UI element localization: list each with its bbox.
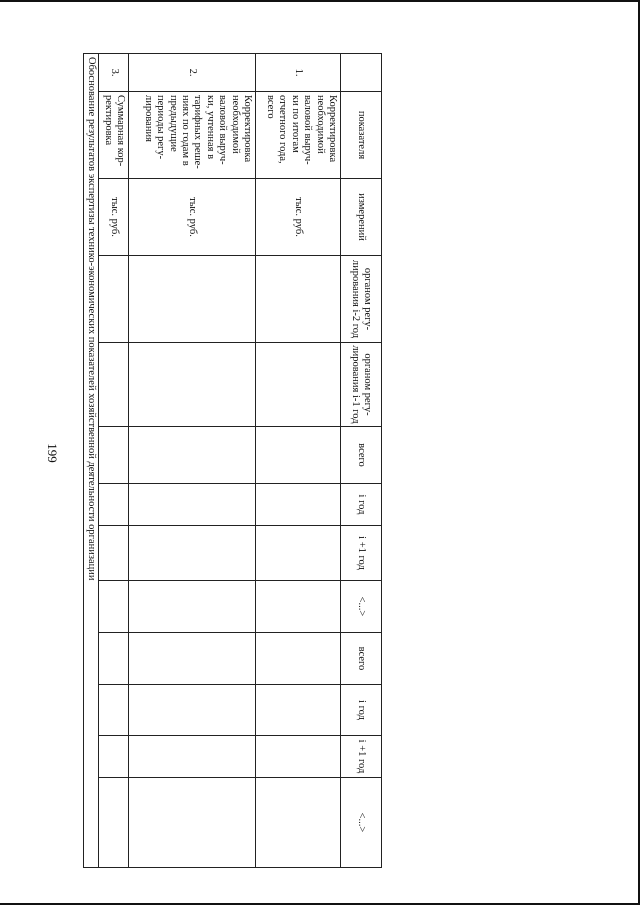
table-row [129,54,256,868]
table-footer-note: Обоснование результатов экспертизы технико-экономических показателей хозяйственной деятельности организации [84,54,99,868]
row-indicator: Корректировка необходимой валовой выруч-ки по итогам отчетного года, всего [256,92,341,179]
cell [99,484,129,526]
row-number: 1. [256,54,341,92]
cell [129,427,256,484]
cell [256,685,341,736]
row-unit: тыс. руб. [129,179,256,256]
cell [99,526,129,581]
row-unit: тыс. руб. [256,179,341,256]
cell [99,778,129,868]
cell [256,343,341,427]
row-number: 3. [99,54,129,92]
cell [129,736,256,778]
cell [99,427,129,484]
cell [99,736,129,778]
correction-table [83,53,382,868]
cell [99,581,129,633]
header-year-i-plus-1-2: i +1 год [341,736,382,778]
cell [256,633,341,685]
header-indicator: показателя [341,92,382,179]
cell [129,526,256,581]
cell [256,484,341,526]
header-total-2: всего [341,633,382,685]
cell [99,256,129,343]
table-footer-row [84,54,99,868]
row-number: 2. [129,54,256,92]
table-row [99,54,129,868]
header-total-1: всего [341,427,382,484]
header-year-i-plus-1-1: i +1 год [341,526,382,581]
cell [99,685,129,736]
cell [129,256,256,343]
page-top-edge [0,0,640,2]
header-year-i-2: i год [341,685,382,736]
cell [99,633,129,685]
cell [256,256,341,343]
header-year-i-1: i год [341,484,382,526]
cell [256,778,341,868]
row-indicator: Корректировка необходимой валовой выруч-ки, учтенная в тарифных реше-ниях по годам в предыдущие периоды регу-лирования [129,92,256,179]
row-unit: тыс. руб. [99,179,129,256]
table-header-row [341,54,382,868]
cell [99,343,129,427]
cell [256,736,341,778]
header-reg-i2: органом регу-лирования i-2 год [341,256,382,343]
row-indicator: Суммарная кор-ректировка [99,92,129,179]
cell [256,427,341,484]
header-number [341,54,382,92]
cell [129,633,256,685]
header-unit: измерений [341,179,382,256]
cell [129,581,256,633]
cell [129,685,256,736]
cell [129,343,256,427]
rotated-table [86,53,382,859]
header-reg-i1: органом регу-лирования i-1 год [341,343,382,427]
cell [129,778,256,868]
cell [256,581,341,633]
header-more-2: <...> [341,778,382,868]
table-frame [86,53,382,859]
page-number: 199 [45,443,60,463]
cell [256,526,341,581]
header-more-1: <...> [341,581,382,633]
table-row [256,54,341,868]
cell [129,484,256,526]
